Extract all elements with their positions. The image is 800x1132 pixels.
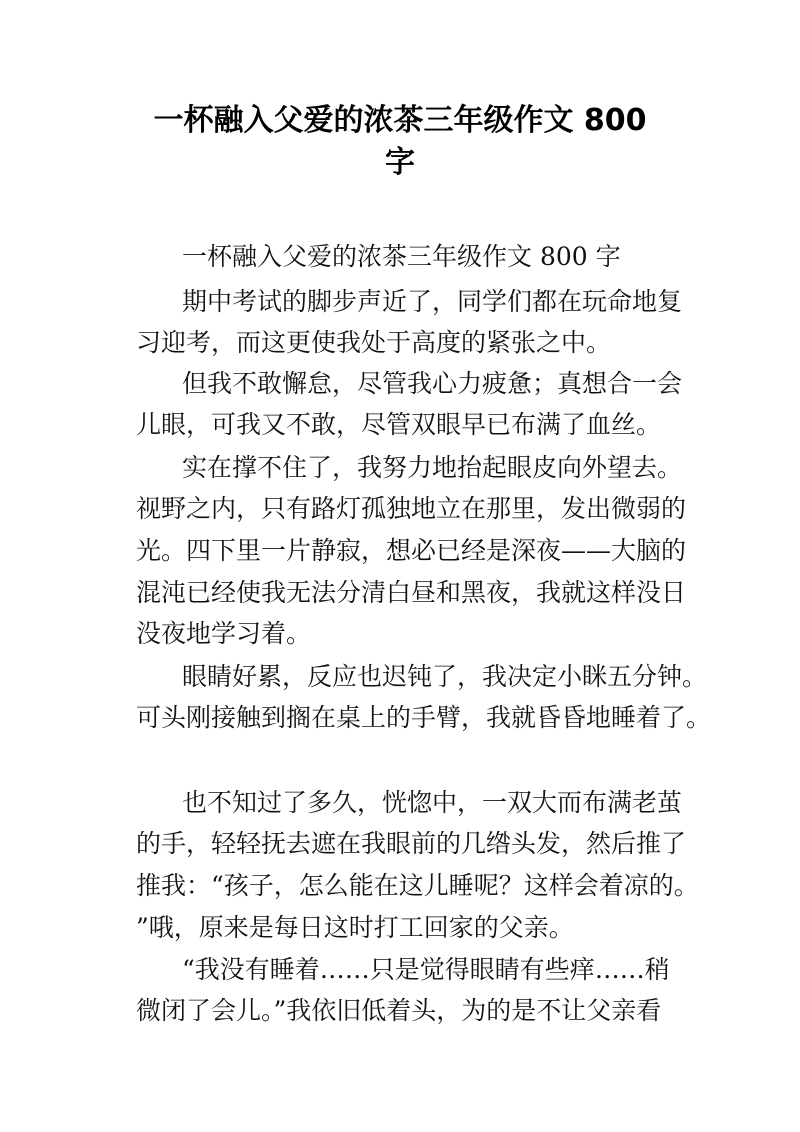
document-title-continued: 字 xyxy=(385,145,415,180)
paragraph-line: 实在撑不住了，我努力地抬起眼皮向外望去。 xyxy=(182,453,683,482)
paragraph-line: 可头刚接触到搁在桌上的手臂，我就昏昏地睡着了。 xyxy=(136,703,712,732)
paragraph-line: 微闭了会儿。”我依旧低着头，为的是不让父亲看 xyxy=(136,996,662,1025)
paragraph-line: 期中考试的脚步声近了，同学们都在玩命地复 xyxy=(182,287,683,316)
paragraph-line: 视野之内，只有路灯孤独地立在那里，发出微弱的 xyxy=(136,494,687,523)
paragraph-line: 的手，轻轻抚去遮在我眼前的几绺头发，然后推了 xyxy=(136,829,687,858)
paragraph-line: 但我不敢懈怠，尽管我心力疲惫；真想合一会 xyxy=(182,369,683,398)
paragraph-line: 也不知过了多久，恍惚中，一双大而布满老茧 xyxy=(182,788,683,817)
paragraph-line: 光。四下里一片静寂，想必已经是深夜——大脑的 xyxy=(136,536,687,565)
paragraph-line: 习迎考，而这更使我处于高度的紧张之中。 xyxy=(136,328,612,357)
paragraph-line: 推我：“孩子，怎么能在这儿睡呢？这样会着凉的。 xyxy=(136,871,699,900)
paragraph-line: ”哦，原来是每日这时打工回家的父亲。 xyxy=(136,913,574,942)
paragraph-line: 没夜地学习着。 xyxy=(136,619,312,648)
document-title: 一杯融入父爱的浓茶三年级作文 800 xyxy=(153,103,647,138)
subtitle-line: 一杯融入父爱的浓茶三年级作文 800 字 xyxy=(182,242,621,271)
paragraph-line: “我没有睡着……只是觉得眼睛有些痒……稍 xyxy=(182,955,670,984)
paragraph-line: 混沌已经使我无法分清白昼和黑夜，我就这样没日 xyxy=(136,578,687,607)
paragraph-line: 儿眼，可我又不敢，尽管双眼早已布满了血丝。 xyxy=(136,410,662,439)
paragraph-line: 眼睛好累，反应也迟钝了，我决定小眯五分钟。 xyxy=(182,662,708,691)
